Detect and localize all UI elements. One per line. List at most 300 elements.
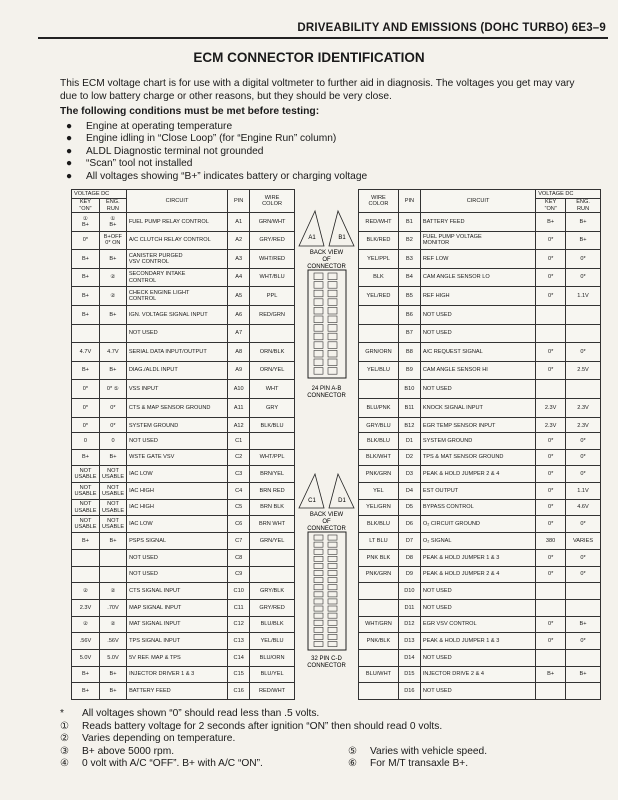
table-row	[72, 398, 295, 417]
wire-color	[359, 380, 399, 399]
pin-cavity	[328, 299, 337, 306]
pin-id: D5	[398, 499, 420, 516]
circuit-name: SYSTEM GROUND	[420, 433, 535, 450]
key-on-voltage	[536, 683, 566, 700]
eng-run-voltage: VARIES	[566, 533, 601, 550]
pin-id: A6	[228, 305, 250, 324]
key-on-voltage: 0*	[536, 516, 566, 533]
pin-id: B3	[398, 250, 420, 269]
table-row	[359, 361, 601, 380]
key-on-header: KEY “ON”	[72, 199, 100, 213]
header-rule	[38, 37, 608, 39]
pin-cavity	[328, 634, 337, 639]
circuit-name: FUEL PUMP RELAY CONTROL	[126, 213, 227, 232]
pin-cavity	[314, 634, 323, 639]
pin-id: A9	[228, 361, 250, 380]
key-on-voltage: 5.0V	[72, 649, 100, 666]
connector-label: CONNECTOR	[307, 264, 346, 270]
pin-id: D10	[398, 583, 420, 600]
key-on-voltage	[536, 599, 566, 616]
pin-cavity	[314, 290, 323, 297]
key-on-voltage: B+	[536, 213, 566, 232]
pin-id: C11	[228, 599, 250, 616]
eng-run-voltage: ②	[99, 287, 126, 306]
bullet-icon: ●	[66, 145, 73, 157]
table-row	[359, 466, 601, 483]
conditions-list	[66, 121, 367, 183]
wire-color: GRN/ORN	[359, 343, 399, 362]
key-on-voltage: 0*	[536, 449, 566, 466]
circuit-name: NOT USED	[420, 380, 535, 399]
condition-item: ● Engine at operating temperature	[66, 121, 233, 132]
wire-color	[359, 305, 399, 324]
pin-id: B11	[398, 398, 420, 417]
pin-id: A12	[228, 417, 250, 436]
eng-run-voltage: 4.7V	[99, 343, 126, 362]
of-label: OF	[322, 257, 331, 263]
circuit-name: A/C CLUTCH RELAY CONTROL	[126, 231, 227, 250]
pin-id: C12	[228, 616, 250, 633]
circuit-name: IAC HIGH	[127, 483, 228, 500]
pin-cavity	[328, 290, 337, 297]
pin-cavity	[328, 325, 337, 332]
eng-run-voltage: .70V	[99, 599, 126, 616]
connector-name: 24 PIN A-B	[311, 386, 342, 392]
circuit-name: REF LOW	[420, 250, 535, 269]
key-on-voltage: ②	[72, 583, 100, 600]
eng-run-voltage: B+	[99, 361, 126, 380]
table-row	[72, 449, 295, 466]
eng-run-voltage: B+	[99, 305, 126, 324]
eng-run-voltage: 1.1V	[566, 287, 601, 306]
cd-left-table	[71, 432, 295, 700]
circuit-name: NOT USED	[420, 649, 535, 666]
key-on-voltage: 2.3V	[536, 398, 566, 417]
conditions-heading: The following conditions must be met before testing:	[60, 106, 320, 117]
condition-item: ● All voltages showing “B+” indicates battery or charging voltage	[66, 170, 368, 182]
footnote-text: 0 volt with A/C “OFF”. B+ with A/C “ON”.	[82, 758, 263, 770]
wire-color: BLK/RED	[359, 231, 399, 250]
circuit-name: NOT USED	[127, 549, 228, 566]
wire-color	[250, 566, 295, 583]
circuit-name: MAT SIGNAL INPUT	[127, 616, 228, 633]
table-row	[359, 483, 601, 500]
wire-color	[359, 649, 399, 666]
eng-run-voltage: 0*	[566, 633, 601, 650]
key-on-voltage: NOT USABLE	[72, 516, 100, 533]
footnote	[60, 721, 580, 734]
table-row	[72, 633, 295, 650]
key-on-voltage	[536, 305, 566, 324]
table-row	[72, 566, 295, 583]
circuit-name: EST OUTPUT	[420, 483, 535, 500]
key-on-voltage	[72, 566, 100, 583]
eng-run-voltage: 2.5V	[566, 361, 601, 380]
eng-run-voltage: B+OFF 0* ON	[99, 231, 126, 250]
circuit-header: CIRCUIT	[420, 190, 535, 213]
circuit-name: INJECTOR DRIVE 2 & 4	[420, 666, 535, 683]
eng-run-voltage: 0	[99, 433, 126, 450]
pin-d1-label: D1	[338, 498, 346, 504]
wire-color	[250, 549, 295, 566]
pin-cavity	[314, 592, 323, 597]
pin-cavity	[314, 563, 323, 568]
footnote-symbol: ①	[60, 720, 70, 732]
pin-id: C10	[228, 583, 250, 600]
wire-color: BLU/WHT	[359, 666, 399, 683]
circuit-name: NOT USED	[420, 583, 535, 600]
wire-color: GRN/WHT	[250, 213, 295, 232]
key-on-voltage: 0*	[536, 483, 566, 500]
table-row	[72, 380, 295, 399]
key-on-voltage: 0	[72, 433, 100, 450]
key-on-voltage	[536, 583, 566, 600]
circuit-name: PEAK & HOLD JUMPER 2 & 4	[420, 566, 535, 583]
key-on-header: KEY “ON”	[536, 199, 566, 213]
eng-run-voltage: 0*	[566, 516, 601, 533]
key-on-voltage: 0*	[536, 466, 566, 483]
key-on-voltage: B+	[72, 268, 100, 287]
table-row	[359, 343, 601, 362]
pin-id: D9	[398, 566, 420, 583]
pin-cavity	[314, 535, 323, 540]
circuit-name: SECONDARY INTAKE CONTROL	[126, 268, 227, 287]
eng-run-voltage: B+	[566, 666, 601, 683]
pin-cavity	[328, 585, 337, 590]
pin-cavity	[328, 563, 337, 568]
pin-cavity	[328, 627, 337, 632]
circuit-name: O₂ CIRCUIT GROUND	[420, 516, 535, 533]
table-row	[359, 250, 601, 269]
circuit-name: DIAG./ALDL INPUT	[126, 361, 227, 380]
circuit-name: IGN. VOLTAGE SIGNAL INPUT	[126, 305, 227, 324]
pin-cavity	[314, 325, 323, 332]
footnote	[60, 746, 580, 759]
pin-id: D6	[398, 516, 420, 533]
eng-run-voltage: NOT USABLE	[99, 499, 126, 516]
wire-color: BLU/ORN	[250, 649, 295, 666]
circuit-name: REF HIGH	[420, 287, 535, 306]
key-on-voltage: 0*	[536, 433, 566, 450]
pin-id: B6	[398, 305, 420, 324]
pin-id: B9	[398, 361, 420, 380]
pin-id: D15	[398, 666, 420, 683]
wire-color: YEL	[359, 483, 399, 500]
eng-run-voltage: NOT USABLE	[99, 466, 126, 483]
pin-cavity	[328, 333, 337, 340]
circuit-name: PEAK & HOLD JUMPER 1 & 3	[420, 633, 535, 650]
table-row	[359, 380, 601, 399]
circuit-name: CTS & MAP SENSOR GROUND	[126, 398, 227, 417]
wire-color: GRY/BLU	[359, 417, 399, 436]
wire-color: RED/GRN	[250, 305, 295, 324]
footnote-text: Reads battery voltage for 2 seconds after ignition “ON” then should read 0 volts.	[82, 720, 443, 732]
circuit-name: IAC LOW	[127, 516, 228, 533]
eng-run-voltage: 0*	[566, 250, 601, 269]
eng-run-voltage: ① B+	[99, 213, 126, 232]
eng-run-voltage: 5.0V	[99, 649, 126, 666]
key-on-voltage: B+	[72, 449, 100, 466]
wire-color: GRY/RED	[250, 599, 295, 616]
voltage-group-header: VOLTAGE DC	[536, 190, 601, 199]
eng-run-voltage: 0*	[99, 417, 126, 436]
connector-name-suffix: CONNECTOR	[307, 393, 346, 399]
table-row	[359, 213, 601, 232]
bullet-icon: ●	[66, 133, 73, 145]
pin-cavity	[314, 642, 323, 647]
key-on-voltage: 0*	[536, 250, 566, 269]
pin-cavity	[328, 282, 337, 289]
wire-color: BLU/BLK	[250, 616, 295, 633]
table-row	[359, 599, 601, 616]
key-on-voltage	[536, 324, 566, 343]
key-on-voltage: 380	[536, 533, 566, 550]
circuit-name: NOT USED	[420, 683, 535, 700]
circuit-name: IAC LOW	[127, 466, 228, 483]
pin-id: C16	[228, 683, 250, 700]
pin-id: C2	[228, 449, 250, 466]
wire-color	[359, 683, 399, 700]
wire-color: GRN/YEL	[250, 533, 295, 550]
bullet-icon: ●	[66, 170, 73, 182]
eng-run-voltage: 0*	[566, 466, 601, 483]
pin-id: C14	[228, 649, 250, 666]
pin-cavity	[328, 368, 337, 375]
eng-run-voltage	[99, 549, 126, 566]
pin-cavity	[314, 599, 323, 604]
pin-id: D16	[398, 683, 420, 700]
wire-color: PNK/GRN	[359, 466, 399, 483]
pin-cavity	[314, 606, 323, 611]
wire-color: BRN RED	[250, 483, 295, 500]
pin-cavity	[314, 578, 323, 583]
pin-id: B1	[398, 213, 420, 232]
circuit-name: TPS SIGNAL INPUT	[127, 633, 228, 650]
pin-id: A7	[228, 324, 250, 343]
pin-header: PIN	[398, 190, 420, 213]
key-on-voltage: B+	[72, 305, 100, 324]
pin-id: D12	[398, 616, 420, 633]
eng-run-voltage: 1.1V	[566, 483, 601, 500]
key-on-voltage: 0*	[72, 417, 100, 436]
footnotes	[60, 708, 580, 771]
pin-cavity	[314, 342, 323, 349]
table-row	[72, 599, 295, 616]
pin-a1-label: A1	[308, 235, 316, 241]
key-on-voltage: NOT USABLE	[72, 466, 100, 483]
table-row	[72, 287, 295, 306]
eng-run-voltage	[566, 324, 601, 343]
pin-cavity	[314, 333, 323, 340]
footnote-symbol: ②	[60, 733, 70, 745]
wire-color	[359, 324, 399, 343]
key-on-voltage	[536, 649, 566, 666]
key-on-voltage	[536, 380, 566, 399]
table-row	[359, 649, 601, 666]
circuit-name: NOT USED	[420, 324, 535, 343]
pin-cavity	[314, 316, 323, 323]
ab-pin-grid	[314, 273, 337, 374]
pin-id: D3	[398, 466, 420, 483]
wire-color	[250, 433, 295, 450]
key-on-voltage: B+	[72, 683, 100, 700]
table-row	[72, 666, 295, 683]
table-row	[359, 549, 601, 566]
voltage-group-header: VOLTAGE DC	[72, 190, 127, 199]
pin-id: A11	[228, 398, 250, 417]
eng-run-voltage	[566, 683, 601, 700]
circuit-name: CAM ANGLE SENSOR HI	[420, 361, 535, 380]
table-row	[359, 566, 601, 583]
pin-cavity	[328, 350, 337, 357]
eng-run-voltage: B+	[566, 231, 601, 250]
eng-run-voltage	[99, 324, 126, 343]
circuit-header: CIRCUIT	[126, 190, 227, 213]
eng-run-voltage	[99, 566, 126, 583]
key-on-voltage: B+	[72, 250, 100, 269]
key-on-voltage: 0*	[536, 566, 566, 583]
of-label: OF	[322, 519, 331, 525]
eng-run-voltage: ②	[99, 268, 126, 287]
wire-color: YEL/BLU	[359, 361, 399, 380]
pin-id: A1	[228, 213, 250, 232]
eng-run-voltage: ②	[99, 583, 126, 600]
cd-connector-diagram	[295, 472, 358, 670]
pin-cavity	[314, 359, 323, 366]
pin-b1-label: B1	[338, 235, 346, 241]
circuit-name: FUEL PUMP VOLTAGE MONITOR	[420, 231, 535, 250]
circuit-name: BATTERY FEED	[127, 683, 228, 700]
eng-run-voltage: .56V	[99, 633, 126, 650]
key-on-voltage: NOT USABLE	[72, 483, 100, 500]
wire-color: PNK/BLK	[359, 633, 399, 650]
wire-color: ORN/BLK	[250, 343, 295, 362]
pin-id: A5	[228, 287, 250, 306]
table-row	[72, 231, 295, 250]
wire-color: WHT	[250, 380, 295, 399]
wire-color: GRY/BLK	[250, 583, 295, 600]
pin-cavity	[328, 592, 337, 597]
eng-run-voltage: B+	[566, 213, 601, 232]
wire-color: BLK	[359, 268, 399, 287]
wire-color: BRN WHT	[250, 516, 295, 533]
key-on-voltage: 0*	[72, 398, 100, 417]
pin-id: C7	[228, 533, 250, 550]
eng-run-voltage: 4.6V	[566, 499, 601, 516]
wire-color	[359, 583, 399, 600]
condition-item: ● ALDL Diagnostic terminal not grounded	[66, 145, 264, 157]
eng-run-voltage: B+	[99, 250, 126, 269]
pin-cavity	[328, 307, 337, 314]
pin-id: B5	[398, 287, 420, 306]
wire-color: YEL/RED	[359, 287, 399, 306]
footnote	[60, 758, 580, 771]
eng-run-voltage: 0*	[566, 449, 601, 466]
connector-label: CONNECTOR	[307, 526, 346, 532]
pin-id: C13	[228, 633, 250, 650]
eng-run-voltage: B+	[99, 666, 126, 683]
table-row	[72, 499, 295, 516]
pin-id: C15	[228, 666, 250, 683]
pin-cavity	[314, 350, 323, 357]
circuit-name: SERIAL DATA INPUT/OUTPUT	[126, 343, 227, 362]
eng-run-voltage: 0*	[566, 268, 601, 287]
eng-run-voltage: B+	[566, 616, 601, 633]
pin-id: B2	[398, 231, 420, 250]
pin-cavity	[314, 571, 323, 576]
key-on-voltage: 0*	[72, 231, 100, 250]
pin-cavity	[314, 368, 323, 375]
wire-color: WHT/RED	[250, 250, 295, 269]
wire-color: BLK/WHT	[359, 449, 399, 466]
footnote-text: B+ above 5000 rpm.	[82, 745, 175, 757]
page-title: ECM CONNECTOR IDENTIFICATION	[193, 50, 425, 65]
table-row	[359, 231, 601, 250]
pin-id: B4	[398, 268, 420, 287]
footnote	[60, 733, 580, 746]
pin-id: B8	[398, 343, 420, 362]
eng-run-voltage	[566, 649, 601, 666]
pin-cavity	[328, 571, 337, 576]
wire-color: BRN/YEL	[250, 466, 295, 483]
wire-color: RED/WHT	[359, 213, 399, 232]
pin-cavity	[314, 307, 323, 314]
table-row	[72, 324, 295, 343]
circuit-name: CHECK ENGINE LIGHT CONTROL	[126, 287, 227, 306]
eng-run-voltage: 0*	[566, 566, 601, 583]
circuit-name: IAC HIGH	[127, 499, 228, 516]
footnote-text: For M/T transaxle B+.	[370, 758, 469, 770]
pin-cavity	[328, 613, 337, 618]
table-row	[359, 533, 601, 550]
circuit-name: NOT USED	[127, 566, 228, 583]
table-row	[359, 268, 601, 287]
pin-id: D11	[398, 599, 420, 616]
wire-color: BLK/BLU	[359, 516, 399, 533]
wire-color: PNK BLK	[359, 549, 399, 566]
pin-cavity	[314, 549, 323, 554]
pin-cavity	[328, 535, 337, 540]
wire-color	[359, 599, 399, 616]
key-on-voltage: ① B+	[72, 213, 100, 232]
wire-color: GRY	[250, 398, 295, 417]
key-on-voltage: ②	[72, 616, 100, 633]
cd-right-table	[358, 432, 601, 700]
pin-header: PIN	[228, 190, 250, 213]
wire-color: WHT/PPL	[250, 449, 295, 466]
table-row	[359, 305, 601, 324]
circuit-name: PSPS SIGNAL	[127, 533, 228, 550]
pin-cavity	[328, 556, 337, 561]
wire-color	[250, 324, 295, 343]
pin-cavity	[314, 556, 323, 561]
key-on-voltage: NOT USABLE	[72, 499, 100, 516]
key-on-voltage: 2.3V	[536, 417, 566, 436]
circuit-name: INJECTOR DRIVER 1 & 3	[127, 666, 228, 683]
table-row	[359, 683, 601, 700]
eng-run-voltage: 0*	[566, 433, 601, 450]
wire-color: GRY/RED	[250, 231, 295, 250]
footnote-symbol: ④	[60, 758, 70, 770]
key-on-voltage: .56V	[72, 633, 100, 650]
table-row	[72, 250, 295, 269]
eng-run-header: ENG. RUN	[99, 199, 126, 213]
table-row	[72, 516, 295, 533]
condition-item: ● Engine idling in “Close Loop” (for “Engine Run” column)	[66, 133, 337, 145]
wire-color-header: WIRE COLOR	[359, 190, 399, 213]
table-row	[72, 361, 295, 380]
pin-id: C1	[228, 433, 250, 450]
